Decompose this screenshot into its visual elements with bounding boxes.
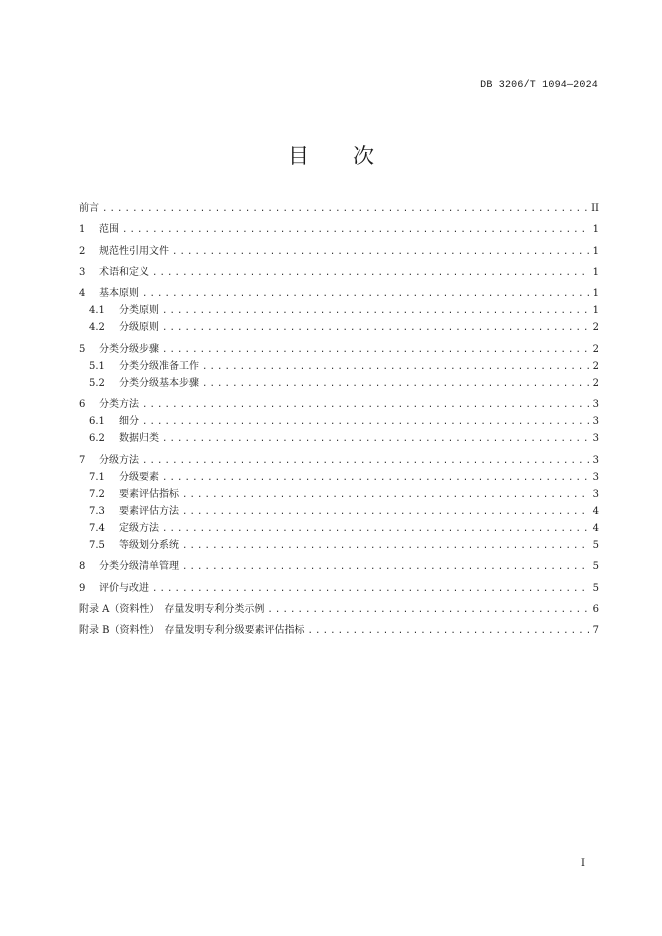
toc-entry[interactable] xyxy=(79,396,599,413)
toc-entry-label: 附录 B（资料性） 存量发明专利分级要素评估指标 xyxy=(79,625,305,637)
document-code: DB 3206/T 1094—2024 xyxy=(480,80,598,91)
toc-entry-label: 分类分级基本步骤 xyxy=(119,377,199,389)
toc-entry-page: 3 xyxy=(592,416,599,428)
toc-leader-dots xyxy=(142,286,590,303)
toc-entry-number: 6.1 xyxy=(89,416,105,428)
toc-entry-number: 6.2 xyxy=(89,433,105,445)
toc-entry-number: 4.2 xyxy=(89,322,105,334)
toc-entry[interactable] xyxy=(79,580,599,597)
toc-entry[interactable] xyxy=(79,537,599,554)
toc-entry-number: 7.3 xyxy=(89,505,105,517)
toc-entry-number: 7.5 xyxy=(89,540,105,551)
toc-entry-label: 分级方法 xyxy=(99,454,139,466)
toc-leader-dots xyxy=(162,303,590,320)
toc-entry-page: 4 xyxy=(592,505,599,517)
toc-leader-dots xyxy=(162,470,590,487)
toc-entry-label: 要素评估指标 xyxy=(119,488,179,500)
toc-entry[interactable] xyxy=(79,601,599,618)
toc-entry-number: 7.4 xyxy=(89,522,105,534)
toc-entry-page: 1 xyxy=(592,266,599,278)
toc-entry-page: 3 xyxy=(592,454,599,466)
toc-entry-page: 3 xyxy=(592,471,599,483)
title-char-2: 次 xyxy=(353,144,374,168)
toc-leader-dots xyxy=(308,623,590,640)
toc-entry-number: 2 xyxy=(79,245,86,257)
toc-entry-page: 3 xyxy=(592,488,599,500)
toc-entry-label: 分类分级清单管理 xyxy=(99,561,179,573)
toc-entry[interactable] xyxy=(79,375,599,392)
page-title xyxy=(0,140,662,170)
toc-entry-page: 5 xyxy=(592,540,599,551)
toc-entry-page: 2 xyxy=(592,377,599,389)
toc-entry-number: 4 xyxy=(79,288,86,300)
table-of-contents xyxy=(79,200,599,639)
toc-leader-dots xyxy=(102,201,588,218)
toc-leader-dots xyxy=(142,414,590,431)
toc-leader-dots xyxy=(202,359,590,376)
toc-entry[interactable] xyxy=(79,622,599,639)
toc-entry[interactable] xyxy=(79,200,599,217)
toc-entry[interactable] xyxy=(79,486,599,503)
toc-entry[interactable] xyxy=(79,430,599,447)
toc-entry-page: 5 xyxy=(592,561,599,573)
toc-entry[interactable] xyxy=(79,413,599,430)
toc-leader-dots xyxy=(152,265,590,282)
toc-entry[interactable] xyxy=(79,264,599,281)
toc-entry-page: 4 xyxy=(592,522,599,534)
toc-entry-page: 1 xyxy=(592,224,599,236)
toc-entry-label: 分级原则 xyxy=(119,322,159,334)
toc-entry-label: 分类分级准备工作 xyxy=(119,360,199,372)
toc-entry-label: 要素评估方法 xyxy=(119,505,179,517)
toc-entry-label: 定级方法 xyxy=(119,522,159,534)
toc-entry-label: 范围 xyxy=(99,224,119,236)
toc-entry[interactable] xyxy=(79,285,599,302)
toc-entry-page: 3 xyxy=(592,399,599,411)
toc-leader-dots xyxy=(142,397,590,414)
toc-entry-number: 9 xyxy=(79,582,86,594)
toc-entry[interactable] xyxy=(79,221,599,238)
toc-entry-label: 分级要素 xyxy=(119,471,159,483)
toc-entry[interactable] xyxy=(79,452,599,469)
toc-entry-number: 5 xyxy=(79,343,86,355)
toc-entry-number: 5.1 xyxy=(89,360,105,372)
toc-entry-label: 数据归类 xyxy=(119,433,159,445)
toc-leader-dots xyxy=(152,581,590,598)
toc-entry-page: 6 xyxy=(592,603,599,615)
toc-entry-page: 2 xyxy=(592,343,599,355)
toc-leader-dots xyxy=(182,504,590,521)
toc-entry[interactable] xyxy=(79,341,599,358)
toc-entry-number: 7 xyxy=(79,454,86,466)
toc-entry-page: 2 xyxy=(592,322,599,334)
toc-entry-page: 3 xyxy=(592,433,599,445)
toc-entry-number: 6 xyxy=(79,399,86,411)
toc-entry-label: 分类原则 xyxy=(119,305,159,317)
toc-entry-label: 规范性引用文件 xyxy=(99,245,169,257)
toc-entry-number: 5.2 xyxy=(89,377,105,389)
toc-entry[interactable] xyxy=(79,520,599,537)
toc-leader-dots xyxy=(172,244,590,261)
toc-entry-label: 分类分级步骤 xyxy=(99,343,159,355)
toc-leader-dots xyxy=(142,453,590,470)
toc-entry-label: 术语和定义 xyxy=(99,266,149,278)
toc-entry[interactable] xyxy=(79,558,599,575)
toc-entry[interactable] xyxy=(79,243,599,260)
toc-entry[interactable] xyxy=(79,302,599,319)
title-char-1: 目 xyxy=(288,144,309,168)
toc-leader-dots xyxy=(202,376,590,393)
toc-entry-page: 7 xyxy=(592,625,599,637)
toc-entry-label: 基本原则 xyxy=(99,288,139,300)
toc-entry-page: 1 xyxy=(592,288,599,300)
toc-entry-page: 5 xyxy=(592,582,599,594)
toc-entry-label: 评价与改进 xyxy=(99,582,149,594)
toc-entry-label: 附录 A（资料性） 存量发明专利分类示例 xyxy=(79,603,265,615)
toc-leader-dots xyxy=(162,521,590,538)
toc-entry-number: 8 xyxy=(79,561,86,573)
toc-entry-number: 4.1 xyxy=(89,305,105,317)
toc-leader-dots xyxy=(182,487,590,504)
toc-leader-dots xyxy=(182,538,590,555)
toc-leader-dots xyxy=(162,431,590,448)
toc-entry-number: 1 xyxy=(79,224,86,236)
toc-entry-label: 等级划分系统 xyxy=(119,540,179,551)
toc-leader-dots xyxy=(122,222,590,239)
toc-entry-page: II xyxy=(591,203,599,214)
toc-entry-label: 细分 xyxy=(119,416,139,428)
toc-entry[interactable] xyxy=(79,358,599,375)
toc-leader-dots xyxy=(162,342,590,359)
toc-entry-page: 1 xyxy=(592,245,599,257)
toc-entry-label: 前言 xyxy=(79,203,99,214)
toc-entry-label: 分类方法 xyxy=(99,399,139,411)
toc-entry-number: 7.1 xyxy=(89,471,105,483)
toc-leader-dots xyxy=(162,320,590,337)
toc-entry-page: 2 xyxy=(592,360,599,372)
toc-entry-number: 3 xyxy=(79,266,86,278)
toc-entry[interactable] xyxy=(79,469,599,486)
footer-page-number: I xyxy=(581,858,585,869)
toc-entry[interactable] xyxy=(79,319,599,336)
toc-leader-dots xyxy=(267,602,589,619)
toc-leader-dots xyxy=(182,559,590,576)
toc-entry[interactable] xyxy=(79,503,599,520)
toc-entry-number: 7.2 xyxy=(89,488,105,500)
toc-entry-page: 1 xyxy=(592,305,599,317)
